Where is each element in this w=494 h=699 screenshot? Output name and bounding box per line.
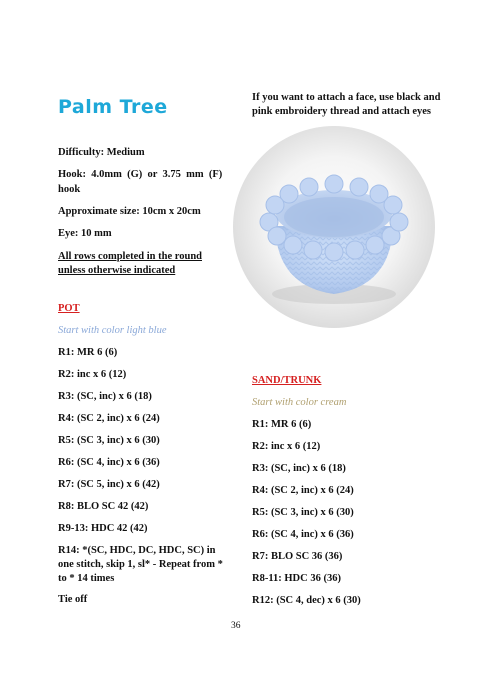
pot-tie-off: Tie off: [58, 594, 88, 605]
pot-step: R4: (SC 2, inc) x 6 (24): [58, 413, 160, 424]
pot-step-r14-cont: to * 14 times: [58, 573, 115, 584]
pot-step: R9-13: HDC 42 (42): [58, 523, 148, 534]
pot-start-note: Start with color light blue: [58, 325, 167, 336]
crochet-pot-illustration: [233, 126, 435, 328]
trunk-step: R5: (SC 3, inc) x 6 (30): [252, 507, 354, 518]
pot-step: R2: inc x 6 (12): [58, 369, 127, 380]
trunk-step: R2: inc x 6 (12): [252, 441, 321, 452]
difficulty-text: Difficulty: Medium: [58, 147, 145, 158]
attach-face-note: If you want to attach a face, use black and pink embroidery thread and attach eyes: [252, 92, 441, 117]
pot-heading: POT: [58, 303, 80, 314]
pot-step: R5: (SC 3, inc) x 6 (30): [58, 435, 160, 446]
pot-step-r14: R14: *(SC, HDC, DC, HDC, SC) in: [58, 545, 216, 556]
pot-step: R1: MR 6 (6): [58, 347, 118, 358]
trunk-start-note: Start with color cream: [252, 397, 347, 408]
trunk-step: R4: (SC 2, inc) x 6 (24): [252, 485, 354, 496]
trunk-step: R3: (SC, inc) x 6 (18): [252, 463, 346, 474]
pot-step: R8: BLO SC 42 (42): [58, 501, 149, 512]
trunk-step: R6: (SC 4, inc) x 6 (36): [252, 529, 354, 540]
crochet-pot-photo: [233, 126, 435, 328]
page-title: Palm Tree: [58, 96, 168, 118]
pot-step: R3: (SC, inc) x 6 (18): [58, 391, 152, 402]
trunk-step: R7: BLO SC 36 (36): [252, 551, 343, 562]
rounds-note: All rows completed in the round: [58, 251, 202, 262]
eye-text: Eye: 10 mm: [58, 228, 112, 239]
size-text: Approximate size: 10cm x 20cm: [58, 206, 201, 217]
page-number: 36: [231, 621, 241, 631]
rounds-note-cont: unless otherwise indicated: [58, 265, 176, 276]
pot-step: R6: (SC 4, inc) x 6 (36): [58, 457, 160, 468]
pot-step: R7: (SC 5, inc) x 6 (42): [58, 479, 160, 490]
trunk-step: R1: MR 6 (6): [252, 419, 312, 430]
hook-text-cont: hook: [58, 184, 81, 195]
trunk-heading: SAND/TRUNK: [252, 375, 322, 386]
trunk-step: R12: (SC 4, dec) x 6 (30): [252, 595, 361, 606]
hook-text: Hook: 4.0mm (G) or 3.75 mm (F): [58, 169, 223, 180]
pot-step-r14-cont: one stitch, skip 1, sl* - Repeat from *: [58, 559, 223, 570]
trunk-step: R8-11: HDC 36 (36): [252, 573, 341, 584]
